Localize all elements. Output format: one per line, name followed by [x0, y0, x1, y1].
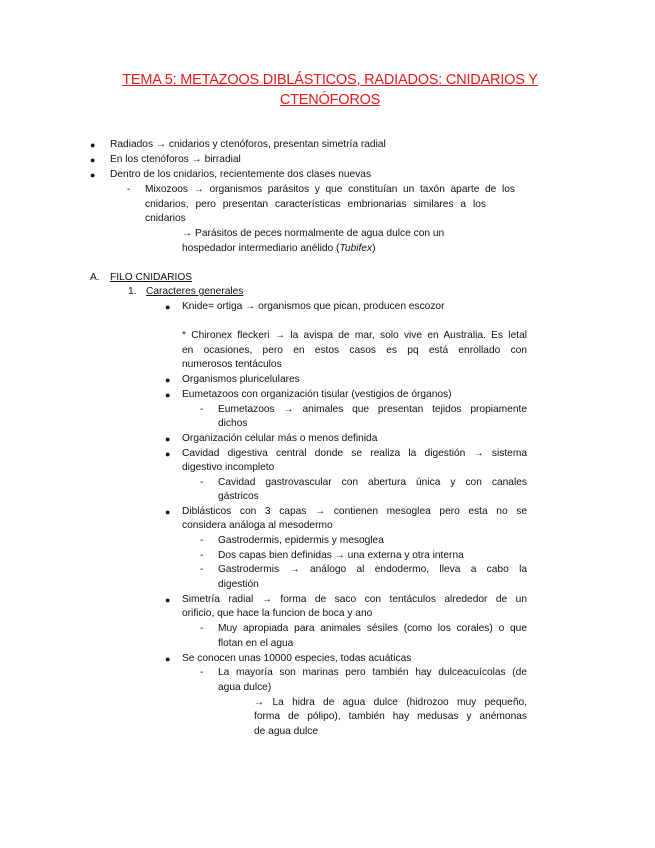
- item-cavidad-line-1: Cavidad digestiva central donde se realiza la digestión → sistema: [182, 448, 527, 459]
- item-knide: Knide= ortiga → organismos que pican, producen escozor: [182, 301, 445, 312]
- item-simetria-line-1: Simetría radial → forma de saco con tentáculos alrededor de un: [182, 594, 527, 605]
- item-hidra-line-2: forma de pólipo), también hay medusas y anémonas: [254, 711, 527, 722]
- intro-parasitos-line-1: → Parásitos de peces normalmente de agua dulce con un: [182, 228, 445, 239]
- bullet-dot: ●: [165, 434, 171, 444]
- bullet-dash: -: [127, 184, 131, 195]
- item-diblasticos-line-1: Diblásticos con 3 capas → contienen mesoglea pero esta no se: [182, 506, 527, 517]
- item-organizacion: Organización celular más o menos definida: [182, 433, 378, 444]
- item-gastro-line-2: gástricos: [218, 491, 259, 502]
- bullet-dot: ●: [165, 507, 171, 517]
- bullet-dot: ●: [165, 654, 171, 664]
- item-chironex-line-1: * Chironex fleckeri → la avispa de mar, solo vive en Australia. Es letal: [182, 330, 527, 341]
- intro-mixozoos-line-3: cnidarios: [145, 213, 186, 224]
- item-sesiles-line-1: Muy apropiada para animales sésiles (como los corales) o que: [218, 623, 527, 634]
- page-title-line-1: TEMA 5: METAZOOS DIBLÁSTICOS, RADIADOS: CNIDARIOS Y: [122, 72, 538, 88]
- intro-parasitos-text: hospedador intermediario anélido (: [182, 243, 340, 254]
- bullet-dash: -: [200, 535, 204, 546]
- intro-mixozoos-line-1: Mixozoos → organismos parásitos y que constituían un taxón aparte de los: [145, 184, 515, 195]
- section-a-heading: FILO CNIDARIOS: [110, 272, 193, 283]
- item-gastro-analogo-line-2: digestión: [218, 579, 259, 590]
- item-dos-capas: Dos capas bien definidas → una externa y otra interna: [218, 550, 464, 561]
- item-diblasticos-line-2: considera análoga al mesodermo: [182, 520, 333, 531]
- item-eumetazoos-sub-line-1: Eumetazoos → animales que presentan tejidos propiamente: [218, 404, 527, 415]
- item-eumetazoos-sub-line-2: dichos: [218, 418, 248, 429]
- subsection-1-marker: 1.: [128, 286, 137, 297]
- bullet-dash: -: [200, 623, 204, 634]
- bullet-dot: ●: [90, 140, 96, 150]
- item-gastrodermis-epidermis: Gastrodermis, epidermis y mesoglea: [218, 535, 384, 546]
- intro-parasitos-close: ): [372, 243, 376, 254]
- bullet-dot: ●: [165, 302, 171, 312]
- page-title-line-2: CTENÓFOROS: [279, 92, 381, 108]
- intro-mixozoos-line-2: cnidarios, pero presentan características embrionarias similares a los: [145, 199, 486, 210]
- item-sesiles-line-2: flotan en el agua: [218, 638, 294, 649]
- item-chironex-line-3: numerosos tentáculos: [182, 359, 282, 370]
- item-simetria-line-2: orificio, que hace la funcion de boca y ano: [182, 608, 373, 619]
- intro-radiados: Radiados → cnidarios y ctenóforos, presentan simetría radial: [110, 139, 386, 150]
- subsection-1-heading: Caracteres generales: [146, 286, 244, 297]
- bullet-dot: ●: [165, 449, 171, 459]
- bullet-dash: -: [200, 564, 204, 575]
- item-gastro-analogo-line-1: Gastrodermis → análogo al endodermo, lleva a cabo la: [218, 564, 527, 575]
- item-marinas-line-2: agua dulce): [218, 682, 272, 693]
- bullet-dash: -: [200, 477, 204, 488]
- item-pluricelulares: Organismos pluricelulares: [182, 374, 300, 385]
- intro-parasitos-line-2: [182, 242, 376, 256]
- item-hidra-line-1: → La hidra de agua dulce (hidrozoo muy pequeño,: [254, 697, 527, 708]
- item-gastro-line-1: Cavidad gastrovascular con abertura única y con canales: [218, 477, 527, 488]
- bullet-dot: ●: [90, 155, 96, 165]
- item-hidra-line-3: de agua dulce: [254, 726, 319, 737]
- bullet-dot: ●: [165, 595, 171, 605]
- item-marinas-line-1: La mayoría son marinas pero también hay dulceacuícolas (de: [218, 667, 527, 678]
- bullet-dash: -: [200, 404, 204, 415]
- intro-ctenoforos: En los ctenóforos → birradial: [110, 154, 241, 165]
- item-especies: Se conocen unas 10000 especies, todas acuáticas: [182, 653, 412, 664]
- bullet-dot: ●: [90, 170, 96, 180]
- bullet-dot: ●: [165, 375, 171, 385]
- intro-cnidarios: Dentro de los cnidarios, recientemente dos clases nuevas: [110, 169, 372, 180]
- item-eumetazoos: Eumetazoos con organización tisular (vestigios de órganos): [182, 389, 452, 400]
- item-chironex-line-2: en ocasiones, pero en estos casos es pq está enrollado con: [182, 345, 527, 356]
- bullet-dash: -: [200, 667, 204, 678]
- item-cavidad-line-2: digestivo incompleto: [182, 462, 275, 473]
- bullet-dash: -: [200, 550, 204, 561]
- section-a-marker: A.: [90, 272, 100, 283]
- bullet-dot: ●: [165, 390, 171, 400]
- intro-parasitos-species: Tubifex: [339, 243, 373, 254]
